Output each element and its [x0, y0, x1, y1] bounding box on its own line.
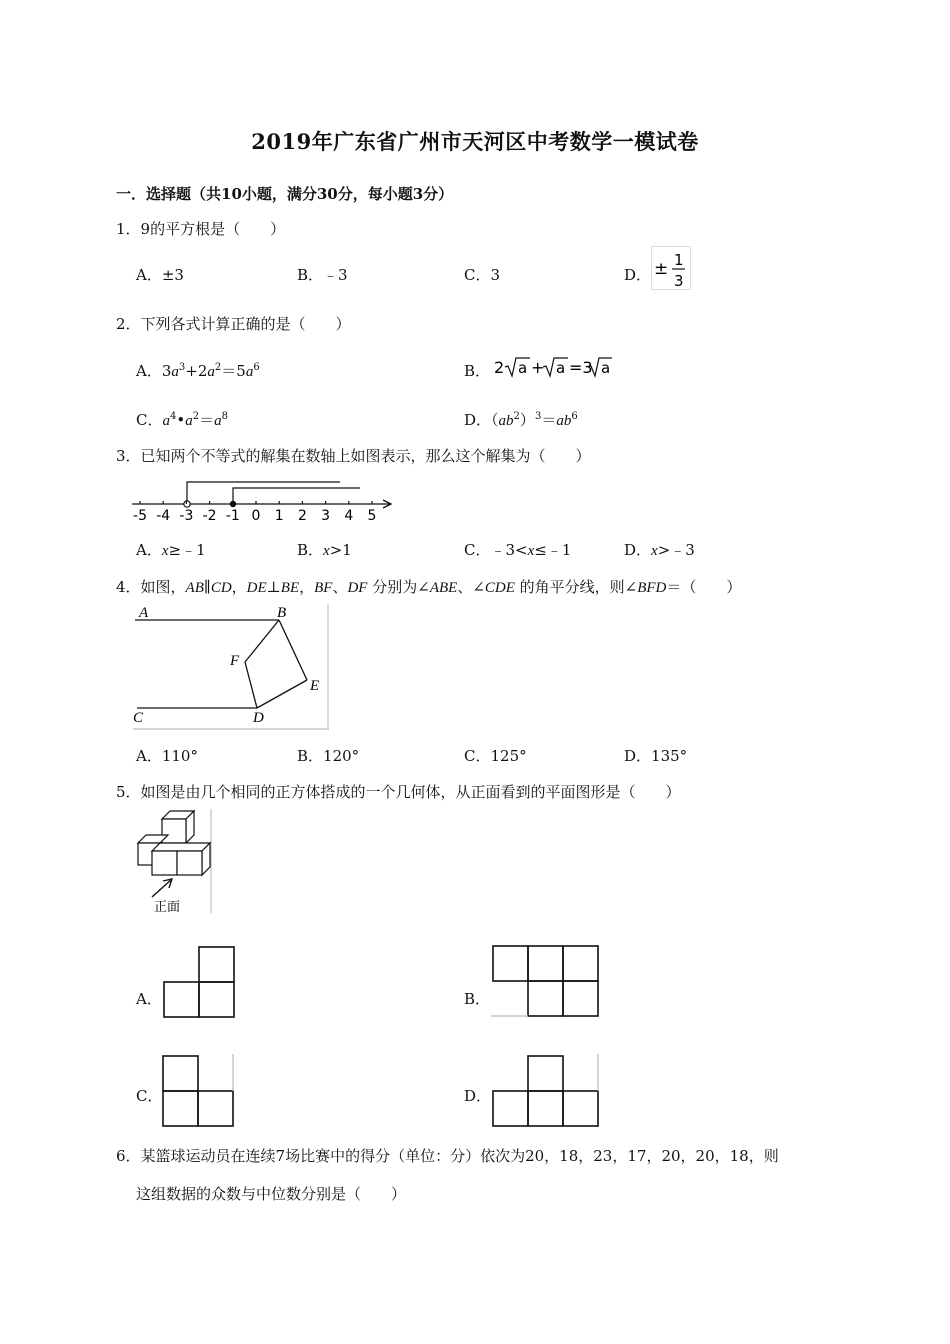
q5-option-c-shape [161, 1054, 237, 1128]
q5-option-c-label: C． [136, 1087, 163, 1105]
svg-text:a: a [556, 359, 566, 377]
segment-ed [257, 680, 307, 708]
q1-option-d: D． [624, 266, 652, 284]
axis-tick-label: 3 [321, 508, 331, 524]
q3-number-line [128, 474, 398, 524]
segment-fd [245, 662, 257, 708]
question-2-stem: 2．下列各式计算正确的是（ ） [116, 315, 351, 333]
label-f: F [230, 653, 240, 669]
q2-option-d: D．$(ab^2)^3=ab^6$ [464, 411, 578, 429]
q2-option-b-label: B． [464, 362, 491, 380]
axis-tick-label: -1 [225, 508, 240, 524]
axis-tick-label: -4 [156, 508, 171, 524]
q1-option-a: A．±3 [136, 266, 184, 284]
q1-option-c: C．3 [464, 266, 501, 284]
top-cube-front-face [162, 819, 186, 843]
section-heading: 一．选择题（共10小题，满分30分，每小题3分） [116, 185, 454, 203]
svg-text:a: a [518, 359, 528, 377]
q5-option-b-label: B． [464, 990, 491, 1008]
fraction-denominator: 3 [674, 272, 684, 290]
front-cube-left-face [152, 851, 177, 875]
q5-option-d-shape [491, 1054, 601, 1128]
q3-option-c: C．﹣3<x≤﹣1 [464, 541, 572, 559]
axis-tick-label: 4 [344, 508, 354, 524]
q1-option-d-fraction-image [651, 246, 691, 290]
label-a: A [139, 605, 149, 621]
axis-tick-label: -2 [202, 508, 217, 524]
question-5-stem: 5．如图是由几个相同的正方体搭成的一个几何体，从正面看到的平面图形是（ ） [116, 783, 681, 801]
q2-option-b-radical-image [492, 354, 612, 380]
svg-text:=3: =3 [569, 358, 593, 377]
label-b: B [277, 605, 287, 621]
label-c: C [133, 710, 144, 726]
q5-cube-solid-figure [134, 809, 214, 913]
question-3-stem: 3．已知两个不等式的解集在数轴上如图表示，那么这个解集为（ ） [116, 447, 591, 465]
q4-option-a: A．110° [136, 747, 198, 765]
page-title: 2019年广东省广州市天河区中考数学一模试卷 [251, 129, 699, 154]
q5-option-d-label: D． [464, 1087, 492, 1105]
svg-text:a: a [601, 359, 611, 377]
q4-option-d: D．135° [624, 747, 688, 765]
question-6-stem-line-2: 这组数据的众数与中位数分别是（ ） [136, 1185, 407, 1203]
q4-option-c: C．125° [464, 747, 527, 765]
q5-option-a-label: A． [136, 990, 162, 1008]
q3-option-a: A．x≥﹣1 [136, 541, 206, 559]
q5-option-a-shape [162, 945, 238, 1019]
front-row-top-face [152, 843, 210, 851]
fraction-numerator: 1 [674, 251, 684, 269]
q1-option-b: B．﹣3 [297, 266, 348, 284]
question-4-stem: 4．如图，AB∥CD，DE⊥BE，BF、DF 分别为∠ABE、∠CDE 的角平分线，则∠BFD＝（ ） [116, 578, 742, 596]
front-label: 正面 [154, 900, 181, 915]
axis-tick-label: 5 [367, 508, 377, 524]
q3-option-b: B．x>1 [297, 541, 352, 559]
range-bracket-gt-minus-3 [187, 482, 340, 502]
plus-minus-sign: ± [654, 259, 669, 279]
axis-tick-label: 2 [297, 508, 307, 524]
axis-tick-label: 1 [274, 508, 284, 524]
q2-option-a: A．$3a^3+2a^2=5a^6$ [136, 362, 260, 380]
segment-bf [245, 620, 279, 662]
svg-text:2: 2 [494, 358, 505, 377]
q2-option-c: C．$a^4•a^2=a^8$ [136, 411, 228, 429]
axis-tick-label: -5 [133, 508, 147, 524]
segment-be [279, 620, 307, 680]
q5-option-b-shape [491, 944, 601, 1018]
label-d: D [253, 710, 264, 726]
question-6-stem-line-1: 6．某篮球运动员在连续7场比赛中的得分（单位：分）依次为20，18，23，17，20，20，18，则 [116, 1147, 779, 1165]
label-e: E [310, 678, 320, 694]
range-bracket-ge-minus-1 [233, 488, 360, 502]
axis-tick-label: -3 [179, 508, 194, 524]
q3-option-d: D．x>﹣3 [624, 541, 695, 559]
q4-option-b: B．120° [297, 747, 360, 765]
q4-geometry-figure [133, 604, 329, 730]
axis-tick-label: 0 [251, 508, 261, 524]
front-cube-right-face [177, 851, 202, 875]
question-1-stem: 1．9的平方根是（ ） [116, 220, 286, 238]
svg-text:+: + [531, 358, 545, 377]
